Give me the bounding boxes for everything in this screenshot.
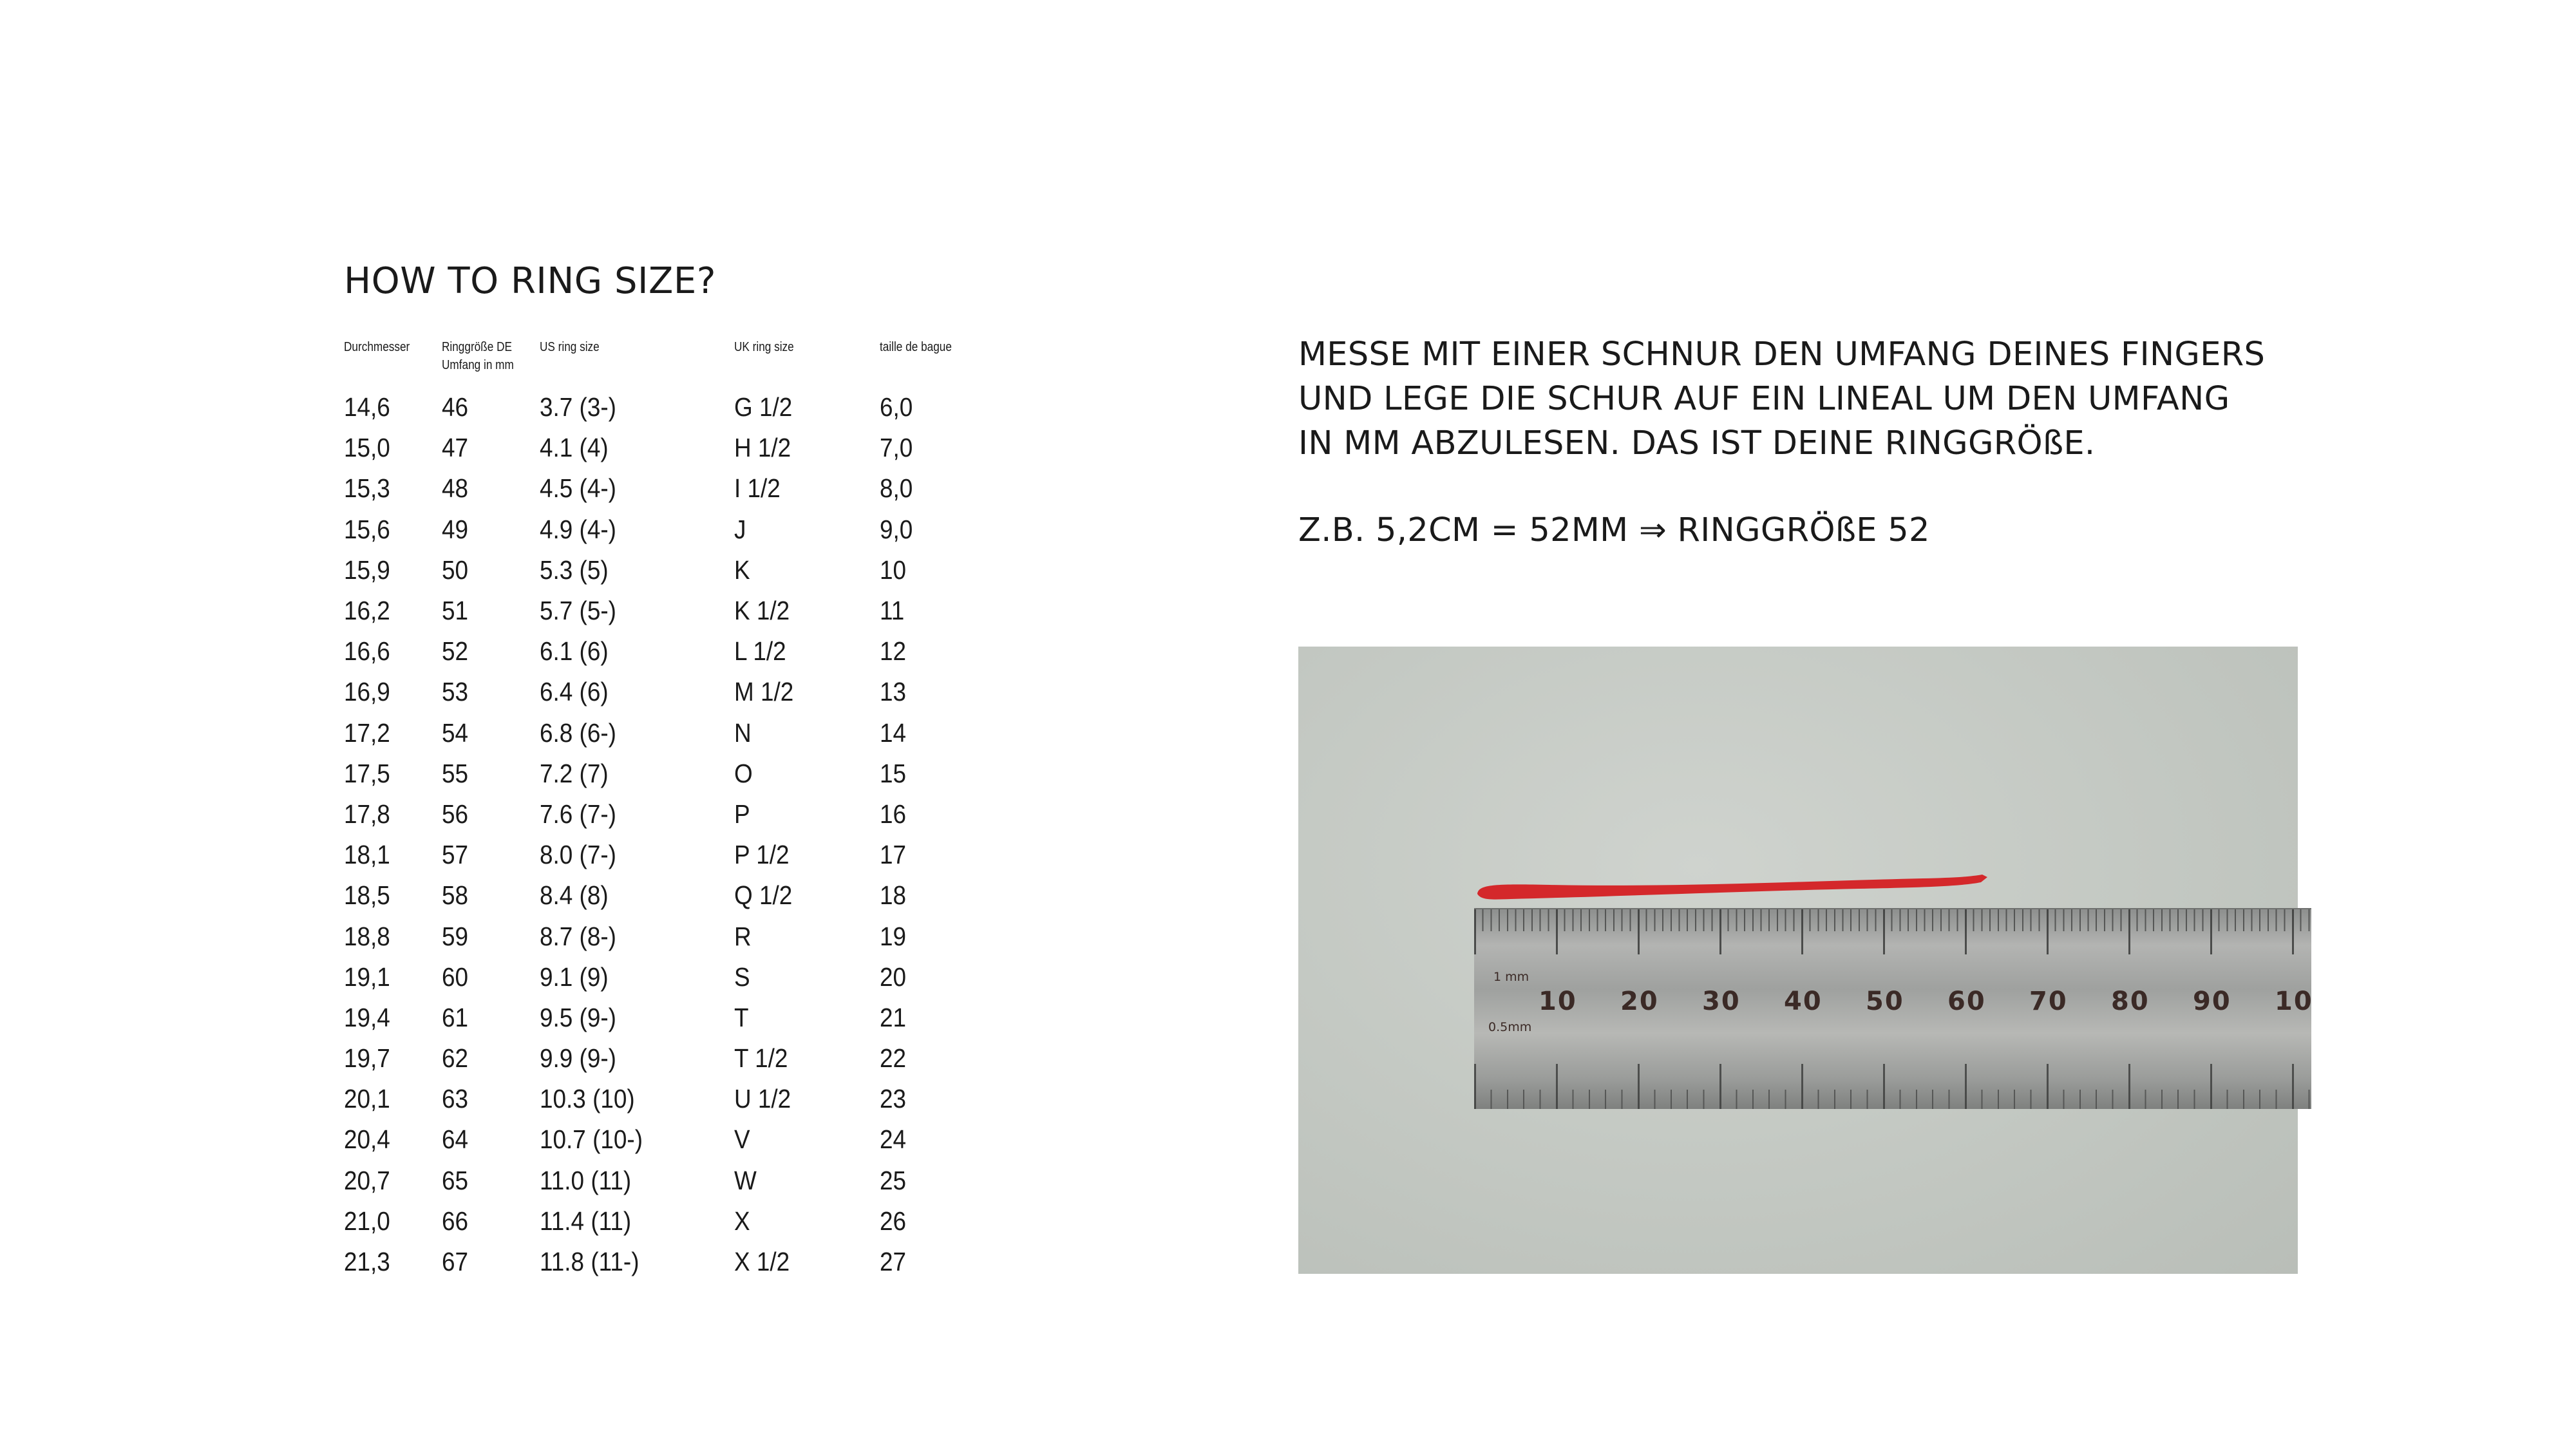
table-row <box>344 428 1014 468</box>
table-cell: 56 <box>442 799 469 829</box>
table-cell: 9,0 <box>880 514 913 544</box>
table-cell: 62 <box>442 1043 469 1074</box>
table-cell: 20,7 <box>344 1165 390 1195</box>
ruler-number: 10 <box>1539 987 1577 1016</box>
red-string <box>1472 866 2000 904</box>
table-cell: 48 <box>442 473 469 504</box>
table-body <box>344 387 1014 1282</box>
table-row <box>344 387 1014 428</box>
table-cell: 19,1 <box>344 961 390 992</box>
table-row <box>344 1038 1014 1079</box>
table-row <box>344 794 1014 835</box>
table-cell: R <box>734 921 752 951</box>
table-cell: I 1/2 <box>734 473 781 504</box>
ruler-number: 40 <box>1784 987 1823 1016</box>
ruler <box>1474 908 2311 1109</box>
table-cell: 59 <box>442 921 469 951</box>
table-cell: 23 <box>880 1084 907 1114</box>
table-cell: K <box>734 554 750 585</box>
column-header: Ringgröße DE Umfang in mm <box>442 340 514 372</box>
table-cell: 20,1 <box>344 1084 390 1114</box>
ruler-number: 80 <box>2111 987 2150 1016</box>
table-cell: 14 <box>880 717 907 748</box>
table-cell: 11 <box>880 596 905 626</box>
table-cell: 25 <box>880 1165 907 1195</box>
table-cell: 16 <box>880 799 907 829</box>
column-header: Durchmesser <box>344 340 410 354</box>
ruler-number: 20 <box>1620 987 1659 1016</box>
table-cell: 5.7 (5-) <box>540 596 616 626</box>
table-cell: 55 <box>442 758 469 788</box>
table-cell: S <box>734 961 750 992</box>
table-cell: 15,0 <box>344 433 390 463</box>
table-cell: 63 <box>442 1084 469 1114</box>
ring-size-table <box>344 338 1014 1282</box>
table-cell: 7,0 <box>880 433 913 463</box>
table-cell: 19 <box>880 921 907 951</box>
table-cell: 64 <box>442 1124 469 1155</box>
table-cell: P 1/2 <box>734 840 790 870</box>
page-title: HOW TO RING SIZE? <box>344 260 716 302</box>
table-cell: 16,6 <box>344 636 390 667</box>
table-cell: 20 <box>880 961 907 992</box>
table-cell: 15,3 <box>344 473 390 504</box>
table-cell: 15,9 <box>344 554 390 585</box>
table-cell: 18,1 <box>344 840 390 870</box>
table-row <box>344 591 1014 631</box>
table-cell: 4.1 (4) <box>540 433 609 463</box>
table-cell: 8,0 <box>880 473 913 504</box>
table-cell: 17,2 <box>344 717 390 748</box>
table-cell: 17 <box>880 840 907 870</box>
table-cell: W <box>734 1165 757 1195</box>
table-row <box>344 998 1014 1038</box>
table-cell: X 1/2 <box>734 1247 790 1277</box>
table-cell: T 1/2 <box>734 1043 788 1074</box>
table-cell: 11.0 (11) <box>540 1165 632 1195</box>
table-cell: 9.5 (9-) <box>540 1002 616 1032</box>
table-cell: 19,7 <box>344 1043 390 1074</box>
table-cell: 6,0 <box>880 392 913 422</box>
ruler-number: 30 <box>1702 987 1741 1016</box>
table-row <box>344 672 1014 712</box>
table-cell: 21 <box>880 1002 907 1032</box>
table-cell: 51 <box>442 596 469 626</box>
instructions-block <box>1298 332 2393 553</box>
table-row <box>344 957 1014 998</box>
table-cell: 5.3 (5) <box>540 554 609 585</box>
table-row <box>344 753 1014 794</box>
table-cell: 57 <box>442 840 469 870</box>
table-row <box>344 875 1014 916</box>
table-cell: 26 <box>880 1206 907 1236</box>
ruler-number: 50 <box>1866 987 1904 1016</box>
table-cell: 21,3 <box>344 1247 390 1277</box>
table-cell: L 1/2 <box>734 636 786 667</box>
table-cell: 18 <box>880 880 907 911</box>
table-cell: 17,8 <box>344 799 390 829</box>
table-cell: 10 <box>880 554 907 585</box>
table-cell: 21,0 <box>344 1206 390 1236</box>
table-cell: 11.4 (11) <box>540 1206 632 1236</box>
table-cell: 6.4 (6) <box>540 677 609 707</box>
table-cell: 9.9 (9-) <box>540 1043 616 1074</box>
table-row <box>344 468 1014 509</box>
table-cell: 14,6 <box>344 392 390 422</box>
table-row <box>344 550 1014 591</box>
table-cell: 54 <box>442 717 469 748</box>
table-cell: 65 <box>442 1165 469 1195</box>
table-cell: 10.7 (10-) <box>540 1124 643 1155</box>
ruler-number: 90 <box>2193 987 2231 1016</box>
table-cell: 6.8 (6-) <box>540 717 616 748</box>
table-cell: 8.4 (8) <box>540 880 609 911</box>
table-cell: N <box>734 717 752 748</box>
table-cell: 46 <box>442 392 469 422</box>
table-cell: 22 <box>880 1043 907 1074</box>
table-cell: 58 <box>442 880 469 911</box>
table-row <box>344 1119 1014 1160</box>
table-cell: 8.0 (7-) <box>540 840 616 870</box>
table-cell: 8.7 (8-) <box>540 921 616 951</box>
table-row <box>344 1079 1014 1119</box>
table-cell: 16,9 <box>344 677 390 707</box>
table-cell: 53 <box>442 677 469 707</box>
table-cell: 50 <box>442 554 469 585</box>
table-cell: 66 <box>442 1206 469 1236</box>
table-row <box>344 1242 1014 1282</box>
table-cell: K 1/2 <box>734 596 790 626</box>
string-shape <box>1477 875 1987 900</box>
table-cell: Q 1/2 <box>734 880 793 911</box>
table-cell: 6.1 (6) <box>540 636 609 667</box>
table-cell: 16,2 <box>344 596 390 626</box>
table-cell: 61 <box>442 1002 469 1032</box>
table-cell: P <box>734 799 750 829</box>
table-row <box>344 835 1014 875</box>
table-cell: 4.5 (4-) <box>540 473 616 504</box>
table-cell: H 1/2 <box>734 433 791 463</box>
table-cell: 27 <box>880 1247 907 1277</box>
ruler-photo <box>1298 647 2313 1274</box>
table-cell: 60 <box>442 961 469 992</box>
table-cell: 9.1 (9) <box>540 961 609 992</box>
table-cell: 18,8 <box>344 921 390 951</box>
table-row <box>344 713 1014 753</box>
ruler-ticks-top <box>1474 909 2311 954</box>
table-cell: 24 <box>880 1124 907 1155</box>
table-cell: 19,4 <box>344 1002 390 1032</box>
table-cell: G 1/2 <box>734 392 793 422</box>
table-cell: T <box>734 1002 749 1032</box>
table-row <box>344 631 1014 672</box>
table-row <box>344 1160 1014 1201</box>
table-cell: 3.7 (3-) <box>540 392 616 422</box>
table-row <box>344 509 1014 550</box>
table-cell: 12 <box>880 636 907 667</box>
table-cell: 4.9 (4-) <box>540 514 616 544</box>
ruler-number: 60 <box>1947 987 1986 1016</box>
table-row <box>344 1201 1014 1242</box>
table-cell: 49 <box>442 514 469 544</box>
table-cell: 18,5 <box>344 880 390 911</box>
table-cell: 67 <box>442 1247 469 1277</box>
ruler-unit-top: 1 mm <box>1493 970 1530 984</box>
table-cell: 7.2 (7) <box>540 758 609 788</box>
table-cell: 13 <box>880 677 907 707</box>
table-cell: 52 <box>442 636 469 667</box>
table-row <box>344 916 1014 956</box>
table-cell: 7.6 (7-) <box>540 799 616 829</box>
table-cell: 10.3 (10) <box>540 1084 635 1114</box>
table-cell: J <box>734 514 746 544</box>
ruler-number: 70 <box>2029 987 2068 1016</box>
table-header-row <box>344 338 1014 387</box>
table-cell: 11.8 (11-) <box>540 1247 639 1277</box>
table-cell: M 1/2 <box>734 677 794 707</box>
instructions-text: MESSE MIT EINER SCHNUR DEN UMFANG DEINES FINGERS UND LEGE DIE SCHUR AUF EIN LINEAL UM DEN UMFANG IN MM ABZULESEN. DAS IST DEINE RINGGRÖßE. <box>1298 336 2266 462</box>
table-cell: 17,5 <box>344 758 390 788</box>
table-cell: 47 <box>442 433 469 463</box>
column-header: US ring size <box>540 340 600 354</box>
table-cell: 20,4 <box>344 1124 390 1155</box>
table-cell: X <box>734 1206 750 1236</box>
table-cell: V <box>734 1124 750 1155</box>
table-cell: 15 <box>880 758 907 788</box>
ruler-unit-bottom: 0.5mm <box>1488 1020 1532 1034</box>
column-header: taille de bague <box>880 340 952 354</box>
column-header: UK ring size <box>734 340 794 354</box>
table-cell: U 1/2 <box>734 1084 791 1114</box>
table-cell: O <box>734 758 753 788</box>
table-cell: 15,6 <box>344 514 390 544</box>
ruler-number: 10 <box>2275 987 2313 1016</box>
ruler-ticks-bottom <box>1474 1064 2311 1109</box>
instructions-example: Z.B. 5,2CM = 52MM ⇒ RINGGRÖßE 52 <box>1298 511 1930 549</box>
